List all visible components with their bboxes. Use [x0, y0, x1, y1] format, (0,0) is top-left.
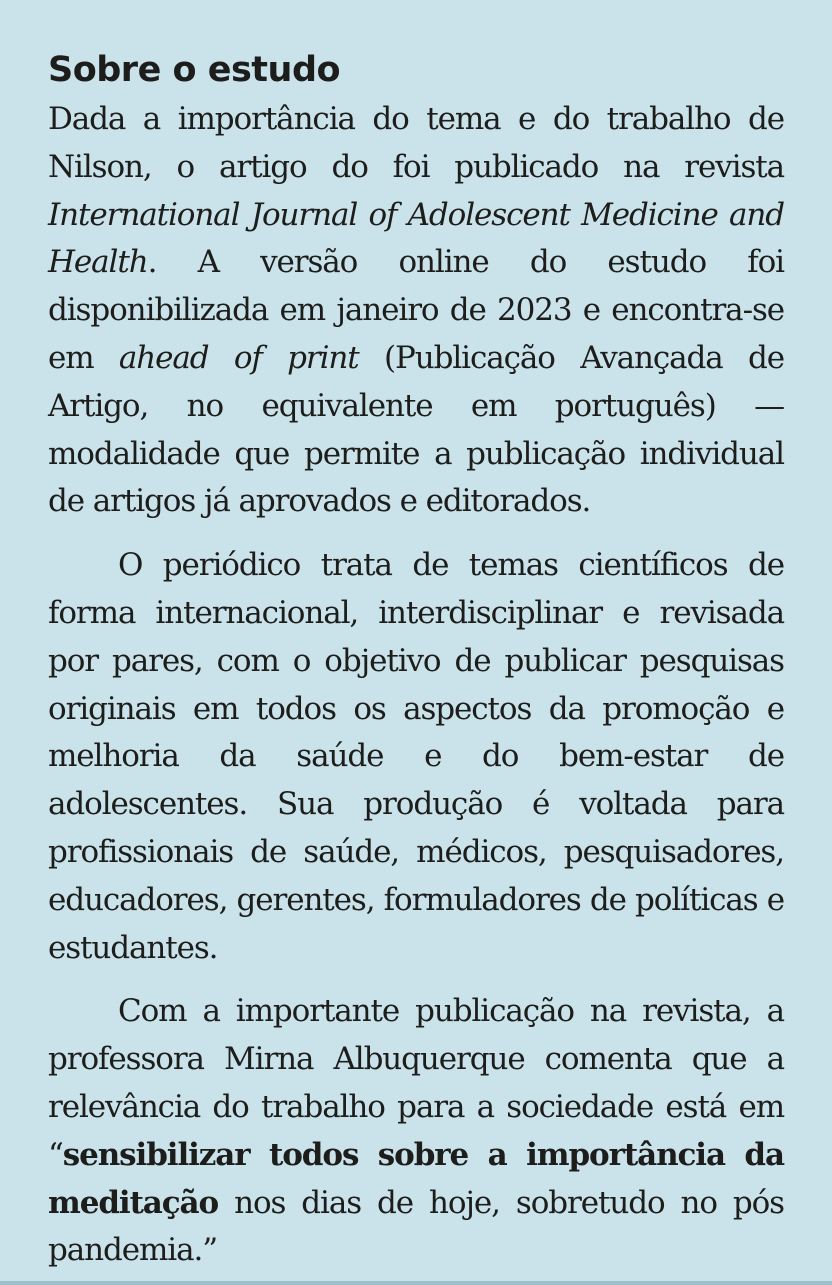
- p3-text-b: nos dias de hoje, sobretudo no pós pandemia.”: [48, 1184, 784, 1269]
- p2-text: O periódico trata de temas científicos de forma internacional, interdisciplinar e revisada por pares, com o objetivo de publicar pesquisas originais em todos os aspectos da promoção e melhoria da saúde e do bem-estar de adolescentes. Sua produção é voltada para profissionais de saúde, médicos, pesquisadores, educadores, gerentes, formuladores de políticas e estudantes.: [48, 547, 784, 966]
- ahead-of-print-term: ahead of print: [118, 339, 359, 376]
- journal-name: International Journal of Adolescent Medicine and Health: [48, 196, 784, 281]
- quote-emphasis: sensibilizar todos sobre a importância da meditação: [48, 1136, 784, 1221]
- paragraph-quote: [48, 988, 784, 1275]
- p1-text-a: Dada a importância do tema e do trabalho de Nilson, o artigo do foi publicado na revista: [48, 101, 784, 185]
- bottom-divider: [0, 1281, 832, 1285]
- p1-text-b: . A versão online do estudo foi disponibilizada em janeiro de 2023 e encontra-se em: [48, 244, 784, 376]
- paragraph-publication: [48, 96, 784, 526]
- section-heading: Sobre o estudo: [48, 50, 341, 90]
- p3-text-a: Com a importante publicação na revista, a professora Mirna Albuquerque comenta que a relevância do trabalho para a sociedade está em “: [48, 993, 784, 1173]
- p1-text-c: (Publicação Avançada de Artigo, no equivalente em português) — modalidade que permite a publicação individual de artigos já aprovados e editorados.: [48, 339, 784, 520]
- paragraph-journal-scope: [48, 542, 784, 972]
